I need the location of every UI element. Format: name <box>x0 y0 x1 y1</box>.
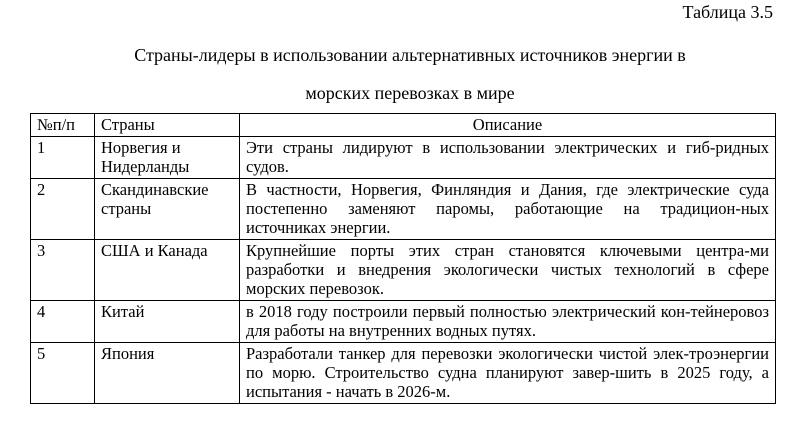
row-description: Крупнейшие порты этих стран становятся ключевыми центра-ми разработки и внедрения экологически чистых технологий в сфере морских перевозок. <box>240 240 776 301</box>
row-country: Китай <box>95 301 240 343</box>
row-description: Разработали танкер для перевозки экологически чистой элек-троэнергии по морю. Строительство судна планируют завер-шить в 2025 году, а испытания - начать в 2026-м. <box>240 343 776 404</box>
table-row <box>31 343 776 404</box>
header-description: Описание <box>240 114 776 137</box>
row-description: в 2018 году построили первый полностью электрический кон-тейнеровоз для работы на внутренних водных путях. <box>240 301 776 343</box>
row-num: 2 <box>31 179 95 240</box>
table-header-row <box>31 114 776 137</box>
leaders-table <box>30 113 776 404</box>
row-country: США и Канада <box>95 240 240 301</box>
row-num: 5 <box>31 343 95 404</box>
header-num: №п/п <box>31 114 95 137</box>
table-caption <box>40 36 780 112</box>
table-row <box>31 301 776 343</box>
header-country: Страны <box>95 114 240 137</box>
table-row <box>31 179 776 240</box>
row-num: 4 <box>31 301 95 343</box>
row-country: Скандинавские страны <box>95 179 240 240</box>
caption-line-2: морских перевозках в мире <box>305 83 515 103</box>
row-num: 1 <box>31 137 95 179</box>
row-description: Эти страны лидируют в использовании электрических и гиб-ридных судов. <box>240 137 776 179</box>
row-country: Япония <box>95 343 240 404</box>
table-row <box>31 137 776 179</box>
row-country: Норвегия и Нидерланды <box>95 137 240 179</box>
caption-line-1: Страны-лидеры в использовании альтернативных источников энергии в <box>134 45 686 65</box>
table-number: Таблица 3.5 <box>682 2 773 22</box>
row-description: В частности, Норвегия, Финляндия и Дания, где электрические суда постепенно заменяют паромы, работающие на традицион-ных источниках энергии. <box>240 179 776 240</box>
table-row <box>31 240 776 301</box>
row-num: 3 <box>31 240 95 301</box>
